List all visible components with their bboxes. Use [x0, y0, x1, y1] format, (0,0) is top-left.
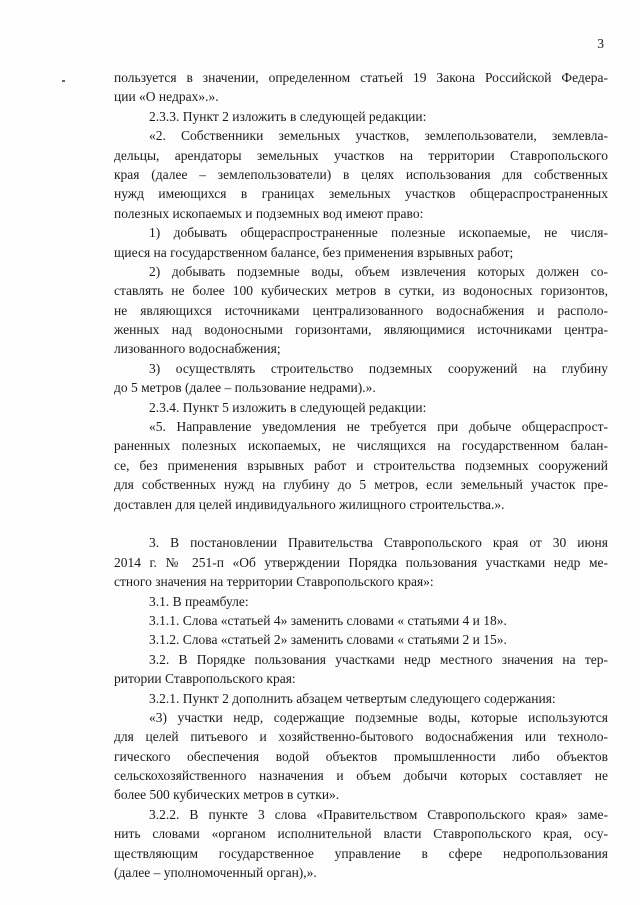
text-line: ции «О недрах».».	[114, 89, 219, 105]
text-line: полезных ископаемых и подземных вод имеют право:	[114, 205, 424, 221]
text-line: раненных полезных ископаемых, не числящихся на государственном балан-	[114, 438, 608, 454]
text-line: лизованного водоснабжения;	[114, 341, 281, 357]
text-line: 3.2. В Порядке пользования участками недр местного значения на тер-	[149, 651, 608, 667]
text-line: «3) участки недр, содержащие подземные воды, которые используются	[149, 709, 608, 725]
text-line: гического обеспечения водой объектов промышленности либо объектов	[114, 748, 608, 764]
paragraph-gap	[114, 514, 608, 533]
document-body	[114, 68, 608, 882]
text-line: «2. Собственники земельных участков, землепользователи, землевла-	[149, 128, 608, 144]
text-line: 3.2.2. В пункте 3 слова «Правительством Ставропольского края» заме-	[149, 806, 608, 822]
text-line: 3.1. В преамбуле:	[149, 593, 249, 609]
text-line: щиеся на государственном балансе, без применения взрывных работ;	[114, 244, 514, 260]
text-line: стного значения на территории Ставропольского края»:	[114, 574, 434, 590]
text-line: нужд имеющихся в границах земельных участков общераспространенных	[114, 186, 608, 202]
text-line: края (далее – землепользователи) в целях использования для собственных	[114, 166, 608, 182]
text-line: ритории Ставропольского края:	[114, 671, 296, 687]
text-line: женных над водоносными горизонтами, являющимися источниками центра-	[114, 322, 608, 338]
text-line: нить словами «органом исполнительной власти Ставропольского края, осу-	[114, 826, 608, 842]
text-line: «5. Направление уведомления не требуется при добыче общераспрост-	[149, 419, 608, 435]
text-line: 2.3.4. Пункт 5 изложить в следующей редакции:	[149, 399, 427, 415]
text-line: для собственных нужд на глубину до 5 метров, если земельный участок пре-	[114, 477, 608, 493]
text-line: 3.1.1. Слова «статьей 4» заменить словами « статьями 4 и 18».	[149, 612, 507, 628]
text-line: 3.1.2. Слова «статьей 2» заменить словами « статьями 2 и 15».	[149, 632, 507, 648]
text-line: 3) осуществлять строительство подземных сооружений на глубину	[149, 360, 608, 376]
text-line: 2014 г. № 251-п «Об утверждении Порядка пользования участками недр ме-	[114, 554, 608, 570]
text-line: 1) добывать общераспространенные полезные ископаемые, не числя-	[149, 225, 608, 241]
scan-speck	[62, 80, 65, 82]
text-line: (далее – уполномоченный орган),».	[114, 865, 317, 881]
text-line: ществляющим государственное управление в сфере недропользования	[114, 845, 608, 861]
text-line: ставлять не более 100 кубических метров в сутки, из водоносных горизонтов,	[114, 283, 608, 299]
text-line: сельскохозяйственного назначения и объем добычи которых составляет не	[114, 768, 608, 784]
text-line: пользуется в значении, определенном статьей 19 Закона Российской Федера-	[114, 70, 608, 85]
text-line: 2) добывать подземные воды, объем извлечения которых должен со-	[149, 263, 608, 279]
text-line: до 5 метров (далее – пользование недрами).».	[114, 380, 376, 396]
text-line: не являющихся источниками централизованного водоснабжения и располо-	[114, 302, 608, 318]
text-line: дельцы, арендаторы земельных участков на территории Ставропольского	[114, 147, 608, 163]
text-line: доставлен для целей индивидуального жилищного строительства.».	[114, 496, 505, 512]
text-line: се, без применения взрывных работ и строительства подземных сооружений	[114, 457, 608, 473]
text-line: 2.3.3. Пункт 2 изложить в следующей редакции:	[149, 108, 427, 124]
text-line: 3.2.1. Пункт 2 дополнить абзацем четвертым следующего содержания:	[149, 690, 556, 706]
text-line: 3. В постановлении Правительства Ставропольского края от 30 июня	[149, 535, 608, 551]
text-line: для целей питьевого и хозяйственно-бытового водоснабжения или техноло-	[114, 729, 608, 745]
page-number: 3	[597, 36, 604, 51]
text-line: более 500 кубических метров в сутки».	[114, 787, 340, 803]
